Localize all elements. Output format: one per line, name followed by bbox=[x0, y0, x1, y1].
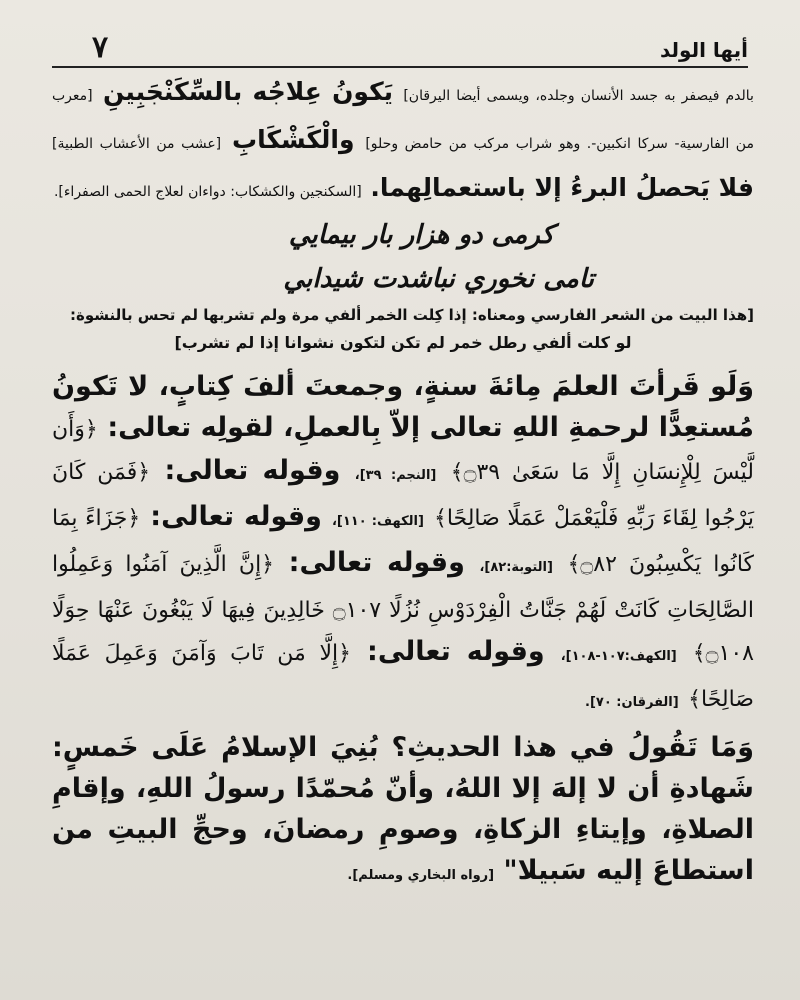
gloss-sakanjabin: [معرب من الفارسية- سركا انكبين-. وهو شراب مركب من حامض وحلو] bbox=[52, 88, 754, 152]
gloss-kashkab: [عشب من الأعشاب الطبية] bbox=[52, 136, 222, 152]
quran-verse-tawba: ﴿جَزَاءً بِمَا كَانُوا يَكْسِبُونَ ۝٨٢﴾ bbox=[52, 506, 755, 577]
ref-kahf-107: [الكهف:١٠٧-١٠٨]، bbox=[560, 649, 677, 664]
ref-najm: [النجم: ٣٩]، bbox=[354, 468, 437, 483]
arabic-poem: لو كلت ألفي رطل خمر لم تكن لتكون نشوانا إذا لم تشرب] bbox=[174, 333, 632, 352]
paragraph-hadith bbox=[52, 727, 754, 896]
ref-tawba: [التوبة:٨٢]، bbox=[479, 560, 553, 575]
text-and-said-2: وقوله تعالى: bbox=[150, 501, 322, 532]
page-body bbox=[52, 70, 754, 896]
term-sakanjabin: بالسِّكَنْجَبِينِ bbox=[102, 77, 243, 106]
text-and-said-4: وقوله تعالى: bbox=[367, 636, 545, 667]
term-kashkab: والْكَشْكَابِ bbox=[231, 125, 355, 154]
quran-verse-kahf-110: ﴿فَمَن كَانَ يَرْجُوا لِقَاءَ رَبِّهِ فَلْيَعْمَلْ عَمَلًا صَالِحًا﴾ bbox=[52, 460, 755, 531]
running-title: أيها الولد bbox=[659, 38, 748, 62]
quran-verse-furqan: ﴿إِلَّا مَن تَابَ وَآمَنَ وَعَمِلَ عَمَلًا صَالِحًا﴾ bbox=[52, 641, 754, 712]
text-usage: باستعمالِهما. bbox=[370, 173, 526, 202]
text-and-said-3: وقوله تعالى: bbox=[288, 547, 465, 578]
text-cure: فلا يَحصلُ البرءُ إلا bbox=[534, 173, 754, 202]
paragraph-medicine bbox=[52, 70, 754, 214]
hadith-reference: [رواه البخاري ومسلم]. bbox=[347, 868, 495, 883]
persian-verse-1: كرمى دو هزار بار بيمايي bbox=[288, 220, 554, 250]
page-header bbox=[52, 30, 748, 68]
text-knowledge: وَلَو قَرأتَ العلمَ مِائةَ سنةٍ، وجمعتَ ألفَ كِتابٍ، لا تَكونُ مُستعِدًّا لرحمةِ اللهِ تعالى إلاّ بِالعملِ، لقولِه تعالى: bbox=[52, 371, 755, 443]
persian-verse-2: تامى نخوري نباشدت شيدابي bbox=[283, 264, 594, 294]
gloss-fever: [السكنجين والكشكاب: دواءان لعلاج الحمى الصفراء]. bbox=[53, 184, 362, 200]
ref-furqan: [الفرقان: ٧٠]. bbox=[585, 695, 679, 710]
ref-kahf-110: [الكهف: ١١٠]، bbox=[331, 514, 424, 529]
text-treatment: يَكونُ عِلاجُه bbox=[252, 77, 394, 106]
translation-note: [هذا البيت من الشعر الفارسي ومعناه: إذا كِلت الخمر ألفي مرة ولم تشربها لم تحس بالنشوة: bbox=[70, 306, 754, 324]
quran-verse-najm: ﴿وَأَن لَّيْسَ لِلْإِنسَانِ إِلَّا مَا سَعَىٰ ۝٣٩﴾ bbox=[52, 417, 755, 485]
paragraph-knowledge bbox=[52, 366, 754, 723]
page-number: ٧ bbox=[92, 30, 109, 65]
hadith-text: وَمَا تَقُولُ في هذا الحديثِ؟ بُنِيَ الإسلامُ عَلَى خَمسٍ: شَهادةِ أن لا إلهَ إلا اللهُ، وأنّ مُحمّدًا رسولُ اللهِ، وإقامِ الصلاةِ، وإيتاءِ الزكاةِ، وصومِ رمضانَ، وحجِّ البيتِ من استطاعَ إليه سَبيلا" bbox=[52, 732, 754, 886]
gloss-jaundice: بالدم فيصفر به جسد الأنسان وجلده، ويسمى أيضا اليرقان] bbox=[403, 88, 754, 104]
quran-verse-kahf-107: ﴿إِنَّ الَّذِينَ آمَنُوا وَعَمِلُوا الصَّالِحَاتِ كَانَتْ لَهُمْ جَنَّاتُ الْفِرْدَوْسِ نُزُلًا ۝١٠٧ خَالِدِينَ فِيهَا لَا يَبْغُونَ عَنْهَا حِوَلًا ۝١٠٨﴾ bbox=[52, 552, 754, 666]
text-and-said-1: وقوله تعالى: bbox=[164, 455, 341, 486]
